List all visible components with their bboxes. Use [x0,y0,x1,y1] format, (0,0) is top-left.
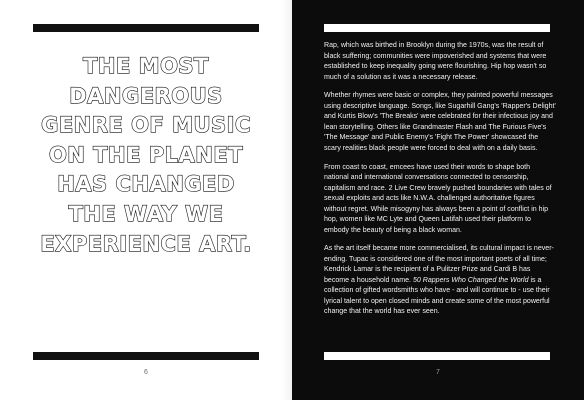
right-page [292,0,584,400]
paragraph-4-end: is a collection of gifted wordsmiths who have - and will continue to - use their lyrical talent to open closed minds and create some of the most powerful change that the world has ever seen. [324,276,550,316]
paragraph-2: Whether rhymes were basic or complex, they painted powerful messages using descriptive language. Songs, like Sugarhill Gang's 'Rapper's Delight' and Kurtis Blow's 'The Breaks' were celebrated for their infectious joy and lean storytelling. Others like Grandmaster Flash and The Furious Five's 'The Message' and Public Enemy's 'Fight The Power' showcased the scary realities black people were forced to deal with on a daily basis. [324,92,556,152]
right-bottom-rule [324,352,550,360]
left-bottom-rule [33,352,259,360]
page-number-left: 6 [144,369,148,376]
gutter-shadow [282,0,292,400]
right-top-rule [324,24,550,32]
paragraph-3: From coast to coast, emcees have used their words to shape both national and international conversations connected to censorship, capitalism and race. 2 Live Crew bravely pushed boundaries with tales of sexual exploits and acts like N.W.A. challenged authoritative figures without regret. While misogyny has always been a point of conflict in hip hop, women like MC Lyte and Queen Latifah used their platform to embody the beauty of being a black woman. [324,163,552,234]
paragraph-4 [324,244,556,318]
page-number-right: 7 [436,369,440,376]
body-text [324,41,556,326]
outlined-headline: THE MOST DANGEROUS GENRE OF MUSIC ON THE PLANET HAS CHANGED THE WAY WE EXPERIENCE ART. [40,54,252,256]
book-title: 50 Rappers Who Changed the World [412,276,529,284]
left-top-rule [33,24,259,32]
paragraph-1: Rap, which was birthed in Brooklyn during the 1970s, was the result of black suffering; communities were impoverished and systems that were established to keep inequality going were flourishing. Hip hop wasn't so much of a solution as it was a necessary release. [324,42,547,81]
paragraph-4-start: As the art itself became more commercialised, its cultural impact is never-ending. Tupac is considered one of the most important poets of all time; Kendrick Lamar is the recipient of a Pulitzer Prize and Cardi B has become a household name. [324,245,554,284]
